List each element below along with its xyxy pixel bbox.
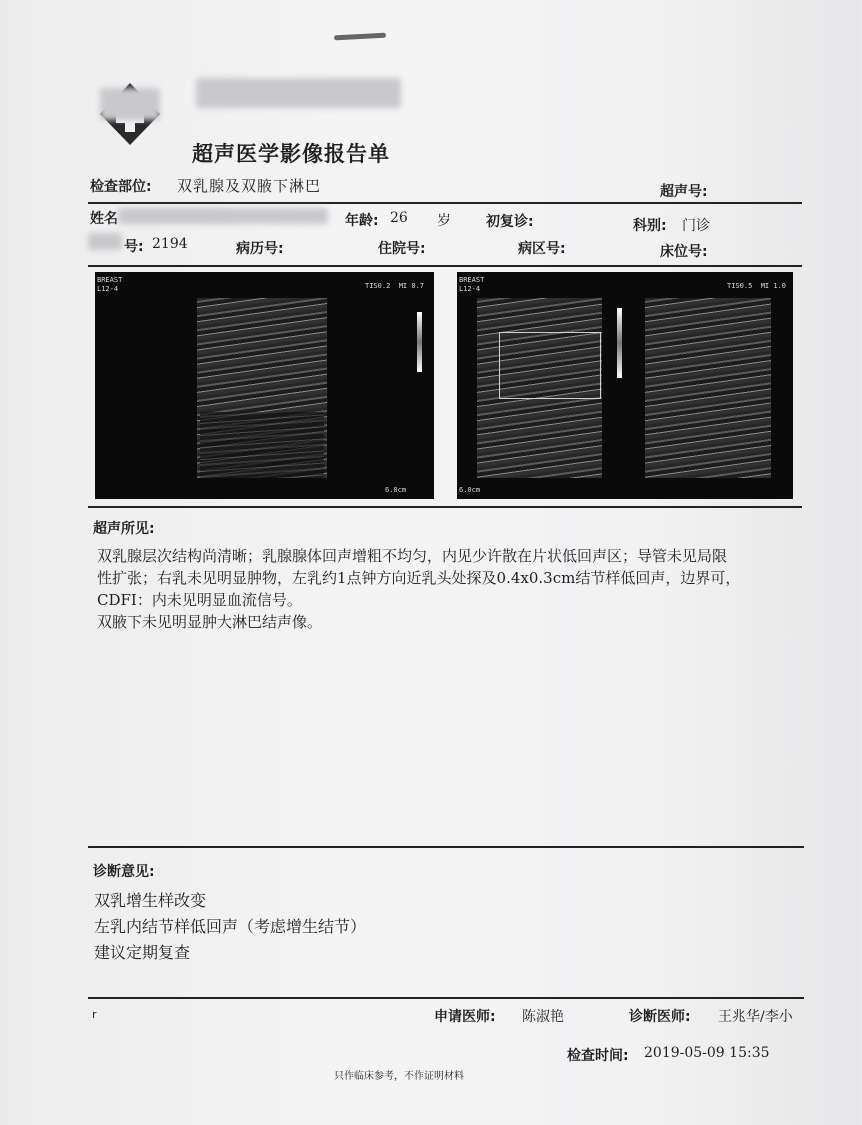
scan-right-info: TIS0.5 MI 1.0	[727, 282, 787, 290]
visit-label: 初复诊:	[486, 214, 534, 230]
ultrasound-image-left	[95, 272, 434, 499]
ultrasound-no-label: 超声号:	[660, 184, 708, 200]
requesting-doctor-value: 陈淑艳	[522, 1009, 564, 1025]
report-title: 超声医学影像报告单	[192, 142, 390, 166]
scan-right-sector-b	[645, 298, 771, 478]
scan-left-depth: 6.0cm	[385, 486, 407, 494]
findings-line: 双腋下未见明显肿大淋巴结声像。	[97, 613, 323, 631]
divider-findings	[88, 846, 804, 848]
findings-label: 超声所见:	[93, 521, 155, 537]
redacted-hospital-name	[196, 78, 401, 108]
dept-label: 科别:	[633, 218, 667, 234]
diagnosis-text	[94, 888, 366, 966]
inpatient-label: 住院号:	[378, 241, 426, 257]
redacted-name	[118, 208, 328, 224]
exam-time-value: 2019-05-09 15:35	[644, 1045, 770, 1061]
diagnosis-line: 左乳内结节样低回声（考虑增生结节）	[94, 917, 367, 936]
exam-time-label: 检查时间:	[567, 1048, 629, 1064]
scan-left-info: TIS0.2 MI 0.7	[365, 282, 425, 290]
divider-patient	[88, 265, 802, 267]
scan-right-color-bar	[617, 308, 622, 378]
findings-line: 双乳腺层次结构尚清晰；乳腺腺体回声增粗不均匀，内见少许散在片状低回声区；导管未见局限	[97, 547, 728, 565]
exam-site-value: 双乳腺及双腋下淋巴	[177, 177, 322, 195]
findings-line: CDFI：内未见明显血流信号。	[97, 591, 302, 609]
name-label: 姓名	[90, 211, 118, 227]
id-label: 号:	[124, 239, 144, 255]
id-value: 2194	[152, 236, 188, 252]
divider-top	[88, 202, 802, 204]
scan-right-header: BREAST L12-4	[459, 276, 485, 293]
diagnosis-line: 双乳增生样改变	[94, 891, 207, 910]
ultrasound-image-right	[457, 272, 793, 499]
scan-left-grayscale-bar	[417, 312, 422, 372]
age-label: 年龄:	[345, 213, 379, 229]
findings-line: 性扩张；右乳未见明显肿物，左乳约1点钟方向近乳头处探及0.4x0.3cm结节样低回声，边界可，	[97, 569, 741, 587]
requesting-doctor-label: 申请医师:	[434, 1009, 496, 1025]
findings-text	[97, 545, 740, 633]
scan-left-header: BREAST L12-4	[97, 276, 123, 293]
scan-right-depth: 6.0cm	[459, 486, 481, 494]
ward-label: 病区号:	[518, 241, 566, 257]
age-unit: 岁	[437, 213, 451, 229]
footer-mark: r	[92, 1008, 97, 1021]
bed-label: 床位号:	[660, 244, 708, 260]
redacted-block	[100, 88, 160, 120]
scan-left-deep	[200, 412, 324, 478]
diagnosis-label: 诊断意见:	[93, 864, 155, 880]
diagnosis-line: 建议定期复查	[94, 943, 191, 962]
divider-images	[88, 506, 802, 508]
dept-value: 门诊	[682, 218, 710, 234]
diagnosing-doctor-value: 王兆华/李小	[718, 1009, 793, 1025]
diagnosing-doctor-label: 诊断医师:	[629, 1009, 691, 1025]
color-box-roi	[499, 332, 601, 399]
divider-diagnosis	[88, 997, 804, 999]
redacted-id-prefix	[88, 233, 122, 250]
age-value: 26	[390, 210, 408, 226]
disclaimer-note: 只作临床参考，不作证明材料	[334, 1071, 464, 1082]
record-label: 病历号:	[236, 241, 284, 257]
exam-site-label: 检查部位:	[90, 179, 152, 195]
